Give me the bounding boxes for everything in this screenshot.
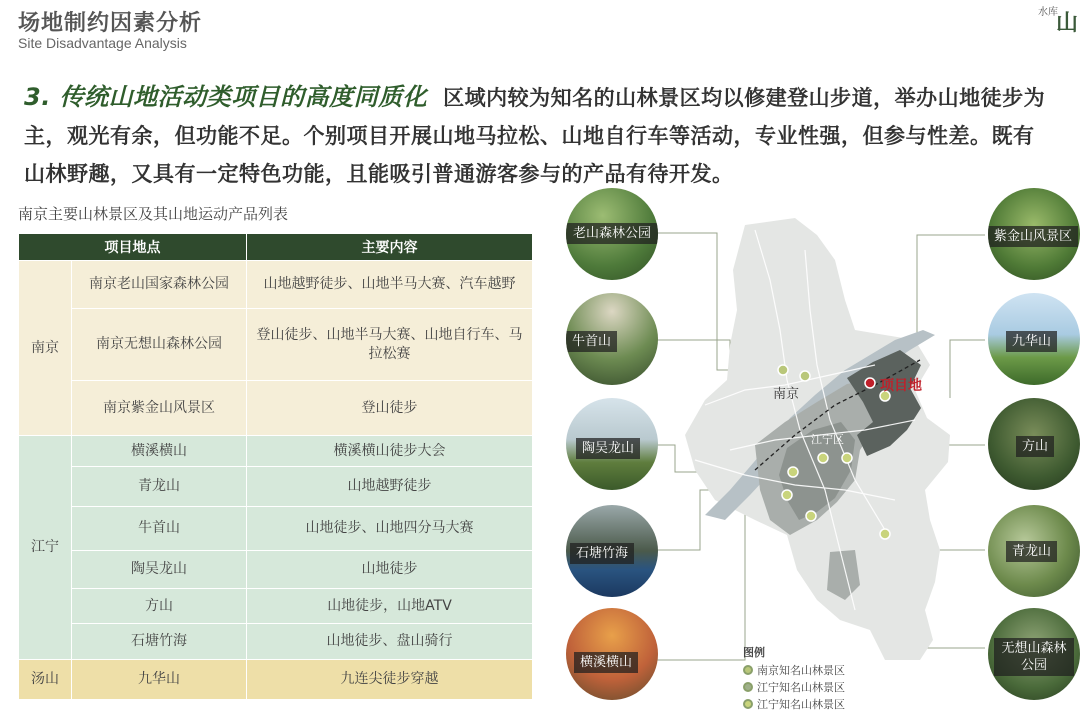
connector-line <box>655 340 730 370</box>
table-row <box>19 381 533 436</box>
content-cell: 山地徒步，山地ATV <box>247 589 533 624</box>
photo-taowulongshan <box>566 398 658 490</box>
photo-niushoushan <box>566 293 658 385</box>
site-cell: 南京无想山森林公园 <box>72 309 247 381</box>
site-cell: 南京老山国家森林公园 <box>72 261 247 309</box>
site-cell: 石塘竹海 <box>72 624 247 660</box>
region-cell: 汤山 <box>19 660 72 700</box>
table-row <box>19 261 533 309</box>
photo-laoshan <box>566 188 658 280</box>
photo-label: 老山森林公园 <box>566 223 658 244</box>
map-label-jiangning: 江宁区 <box>811 433 844 446</box>
table-row <box>19 309 533 381</box>
photo-label: 青龙山 <box>1006 541 1057 562</box>
table-row <box>19 589 533 624</box>
legend-item <box>743 661 845 678</box>
content-cell: 横溪横山徒步大会 <box>247 436 533 467</box>
photo-label: 九华山 <box>1006 331 1057 352</box>
headline-lead: 3. 传统山地活动类项目的高度同质化 <box>24 83 428 111</box>
photo-label: 方山 <box>1016 436 1054 457</box>
logo-mark: 山 <box>1055 11 1078 36</box>
site-cell: 南京紫金山风景区 <box>72 381 247 436</box>
photo-label: 无想山森林公园 <box>994 638 1074 676</box>
headline-paragraph <box>24 78 1054 193</box>
table-row <box>19 551 533 589</box>
content-cell: 山地徒步、盘山骑行 <box>247 624 533 660</box>
content-cell: 登山徒步、山地半马大赛、山地自行车、马拉松赛 <box>247 309 533 381</box>
site-marker <box>880 529 890 539</box>
connector-line <box>950 340 985 398</box>
region-cell: 南京 <box>19 261 72 436</box>
mountain-sports-table <box>18 233 533 700</box>
table-row <box>19 507 533 551</box>
photo-label: 陶吴龙山 <box>576 438 640 459</box>
content-cell: 山地越野徒步、山地半马大赛、汽车越野 <box>247 261 533 309</box>
region-cell: 江宁 <box>19 436 72 660</box>
header-location: 项目地点 <box>19 234 247 261</box>
site-cell: 陶吴龙山 <box>72 551 247 589</box>
site-cell: 方山 <box>72 589 247 624</box>
legend-label: 南京知名山林景区 <box>757 663 845 677</box>
map-label-nanjing: 南京 <box>773 387 800 402</box>
site-marker <box>782 490 792 500</box>
site-marker <box>778 365 788 375</box>
table-row <box>19 624 533 660</box>
photo-zijinshan <box>988 188 1080 280</box>
legend-dot <box>743 665 753 675</box>
legend-item <box>743 678 845 695</box>
content-cell: 九连尖徒步穿越 <box>247 660 533 700</box>
table-row <box>19 467 533 507</box>
site-marker <box>800 371 810 381</box>
table-caption: 南京主要山林景区及其山地运动产品列表 <box>18 205 289 223</box>
photo-jiuhuashan <box>988 293 1080 385</box>
site-cell: 牛首山 <box>72 507 247 551</box>
logo-text: 水库 <box>1038 7 1058 18</box>
page-title: 场地制约因素分析 <box>18 11 203 36</box>
content-cell: 登山徒步 <box>247 381 533 436</box>
header-content: 主要内容 <box>247 234 533 261</box>
table-row <box>19 660 533 700</box>
photo-label: 牛首山 <box>566 331 617 352</box>
legend-label: 江宁知名山林景区 <box>757 697 845 711</box>
site-marker <box>818 453 828 463</box>
project-marker <box>865 378 875 388</box>
content-cell: 山地徒步、山地四分马大赛 <box>247 507 533 551</box>
site-cell: 九华山 <box>72 660 247 700</box>
headline-body: 区域内较为知名的山林景区均以修建登山步道，举办山地徒步为主，观光有余，但功能不足。个别项目开展山地马拉松、山地自行车等活动，专业性强，但参与性差。既有山林野趣，又具有一定特色功能，且能吸引普通游客参与的产品有待开发。 <box>24 86 1046 186</box>
map-legend <box>743 644 845 712</box>
photo-label: 石塘竹海 <box>570 543 634 564</box>
map-label-project: 项目地 <box>880 378 922 394</box>
photo-shitangzhuhai <box>566 505 658 597</box>
photo-wuxiangshan <box>988 608 1080 700</box>
site-marker <box>842 453 852 463</box>
brand-logo <box>1036 0 1080 40</box>
site-cell: 横溪横山 <box>72 436 247 467</box>
site-marker <box>806 511 816 521</box>
legend-item <box>743 695 845 712</box>
photo-qinglongshan <box>988 505 1080 597</box>
photo-fangshan <box>988 398 1080 490</box>
legend-dot <box>743 699 753 709</box>
content-cell: 山地越野徒步 <box>247 467 533 507</box>
content-cell: 山地徒步 <box>247 551 533 589</box>
legend-dot <box>743 682 753 692</box>
table-header-row <box>19 234 533 261</box>
photo-hengxihengshan <box>566 608 658 700</box>
photo-label: 横溪横山 <box>574 652 638 673</box>
site-cell: 青龙山 <box>72 467 247 507</box>
site-marker <box>788 467 798 477</box>
page-subtitle: Site Disadvantage Analysis <box>18 35 187 51</box>
photo-label: 紫金山风景区 <box>988 226 1078 247</box>
legend-label: 江宁知名山林景区 <box>757 680 845 694</box>
table-row <box>19 436 533 467</box>
legend-title: 图例 <box>743 646 765 659</box>
